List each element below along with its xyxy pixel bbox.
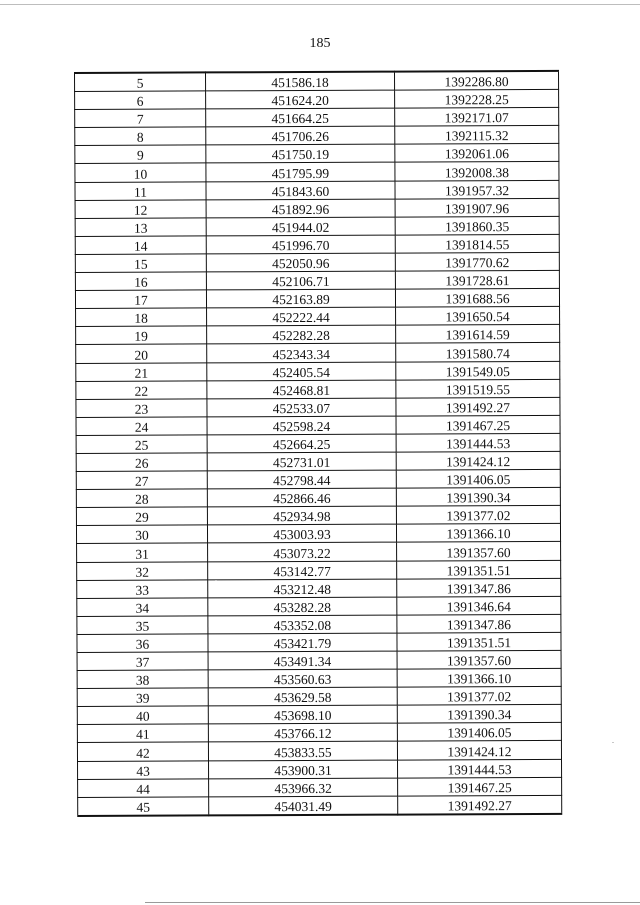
scan-top-edge — [0, 4, 640, 5]
point-number-cell: 36 — [77, 634, 208, 653]
x-coordinate-cell: 451944.02 — [206, 217, 395, 236]
x-coordinate-cell: 452106.71 — [206, 271, 395, 290]
y-coordinate-cell: 1391492.27 — [398, 795, 562, 814]
table-row — [76, 488, 560, 508]
table-row — [76, 469, 560, 489]
point-number-cell: 26 — [76, 453, 207, 472]
point-number-cell: 31 — [77, 543, 208, 562]
y-coordinate-cell: 1391406.05 — [396, 469, 560, 488]
table-row — [77, 668, 561, 688]
y-coordinate-cell: 1391444.53 — [398, 759, 562, 778]
x-coordinate-cell: 452934.98 — [207, 506, 396, 525]
x-coordinate-cell: 454031.49 — [209, 796, 398, 815]
table-row — [75, 289, 559, 309]
table-row — [76, 325, 560, 345]
table-row — [77, 741, 561, 761]
x-coordinate-cell: 451750.19 — [206, 144, 395, 163]
y-coordinate-cell: 1391580.74 — [396, 343, 560, 362]
point-number-cell: 39 — [77, 688, 208, 707]
table-row — [75, 126, 559, 146]
table-row — [77, 723, 561, 743]
table-row — [75, 108, 559, 128]
table-row — [75, 270, 559, 290]
y-coordinate-cell: 1391614.59 — [396, 325, 560, 344]
y-coordinate-cell: 1391406.05 — [397, 723, 561, 742]
table-row — [76, 415, 560, 435]
point-number-cell: 7 — [75, 109, 206, 128]
y-coordinate-cell: 1391357.60 — [397, 542, 561, 561]
x-coordinate-cell: 453142.77 — [208, 561, 397, 580]
y-coordinate-cell: 1391728.61 — [395, 270, 559, 289]
y-coordinate-cell: 1391907.96 — [395, 198, 559, 217]
x-coordinate-cell: 453698.10 — [208, 705, 397, 724]
x-coordinate-cell: 453560.63 — [208, 669, 397, 688]
coordinate-table — [74, 70, 562, 817]
x-coordinate-cell: 452798.44 — [207, 470, 396, 489]
x-coordinate-cell: 453282.28 — [208, 597, 397, 616]
table-row — [75, 252, 559, 272]
y-coordinate-cell: 1392228.25 — [395, 89, 559, 108]
y-coordinate-cell: 1391519.55 — [396, 379, 560, 398]
table-row — [76, 524, 560, 544]
table-row — [77, 650, 561, 670]
x-coordinate-cell: 453766.12 — [208, 723, 397, 742]
scan-bottom-edge — [145, 902, 640, 903]
table-row — [75, 71, 559, 92]
x-coordinate-cell: 453629.58 — [208, 687, 397, 706]
y-coordinate-cell: 1391770.62 — [395, 252, 559, 271]
point-number-cell: 42 — [77, 742, 208, 761]
table-row — [75, 216, 559, 236]
y-coordinate-cell: 1391351.51 — [397, 632, 561, 651]
point-number-cell: 44 — [78, 779, 209, 798]
y-coordinate-cell: 1392008.38 — [395, 162, 559, 181]
point-number-cell: 22 — [76, 381, 207, 400]
point-number-cell: 10 — [75, 163, 206, 182]
x-coordinate-cell: 452222.44 — [207, 307, 396, 326]
y-coordinate-cell: 1391549.05 — [396, 361, 560, 380]
scan-speck — [612, 742, 614, 743]
point-number-cell: 20 — [76, 344, 207, 363]
x-coordinate-cell: 453966.32 — [209, 778, 398, 797]
y-coordinate-cell: 1391366.10 — [397, 668, 561, 687]
scan-speck — [215, 580, 217, 581]
y-coordinate-cell: 1392115.32 — [395, 126, 559, 145]
table-row — [78, 777, 562, 797]
point-number-cell: 43 — [78, 760, 209, 779]
y-coordinate-cell: 1391688.56 — [395, 289, 559, 308]
point-number-cell: 25 — [76, 435, 207, 454]
y-coordinate-cell: 1391390.34 — [397, 705, 561, 724]
y-coordinate-cell: 1391650.54 — [396, 307, 560, 326]
y-coordinate-cell: 1391377.02 — [397, 687, 561, 706]
x-coordinate-cell: 452664.25 — [207, 434, 396, 453]
table-row — [78, 759, 562, 779]
point-number-cell: 16 — [75, 272, 206, 291]
x-coordinate-cell: 453900.31 — [209, 760, 398, 779]
y-coordinate-cell: 1392061.06 — [395, 144, 559, 163]
y-coordinate-cell: 1391424.12 — [396, 451, 560, 470]
point-number-cell: 11 — [75, 181, 206, 200]
x-coordinate-cell: 453421.79 — [208, 633, 397, 652]
table-row — [75, 162, 559, 182]
y-coordinate-cell: 1391860.35 — [395, 216, 559, 235]
x-coordinate-cell: 452533.07 — [207, 398, 396, 417]
table-row — [76, 451, 560, 471]
point-number-cell: 23 — [76, 399, 207, 418]
point-number-cell: 45 — [78, 797, 209, 816]
table-row — [76, 361, 560, 381]
x-coordinate-cell: 452050.96 — [206, 253, 395, 272]
y-coordinate-cell: 1391377.02 — [396, 506, 560, 525]
table-row — [75, 89, 559, 109]
point-number-cell: 18 — [76, 308, 207, 327]
table-row — [75, 198, 559, 218]
x-coordinate-cell: 452866.46 — [207, 488, 396, 507]
table-row — [77, 560, 561, 580]
point-number-cell: 33 — [77, 580, 208, 599]
y-coordinate-cell: 1391814.55 — [395, 234, 559, 253]
point-number-cell: 29 — [76, 507, 207, 526]
x-coordinate-cell: 451664.25 — [206, 108, 395, 127]
point-number-cell: 40 — [77, 706, 208, 725]
x-coordinate-cell: 451996.70 — [206, 235, 395, 254]
y-coordinate-cell: 1391467.25 — [398, 777, 562, 796]
point-number-cell: 24 — [76, 417, 207, 436]
point-number-cell: 34 — [77, 598, 208, 617]
point-number-cell: 5 — [75, 72, 206, 91]
table-row — [77, 542, 561, 562]
x-coordinate-cell: 453003.93 — [207, 524, 396, 543]
table-row — [77, 596, 561, 616]
table-row — [76, 307, 560, 327]
x-coordinate-cell: 451706.26 — [206, 126, 395, 145]
y-coordinate-cell: 1391357.60 — [397, 650, 561, 669]
table-row — [76, 433, 560, 453]
x-coordinate-cell: 452163.89 — [206, 289, 395, 308]
x-coordinate-cell: 452731.01 — [207, 452, 396, 471]
y-coordinate-cell: 1391957.32 — [395, 180, 559, 199]
table-row — [77, 705, 561, 725]
y-coordinate-cell: 1391390.34 — [396, 488, 560, 507]
point-number-cell: 15 — [75, 254, 206, 273]
table-row — [78, 795, 562, 816]
x-coordinate-cell: 451586.18 — [206, 72, 395, 91]
table-row — [77, 687, 561, 707]
point-number-cell: 6 — [75, 91, 206, 110]
table-row — [76, 506, 560, 526]
point-number-cell: 32 — [77, 561, 208, 580]
page-number: 185 — [309, 36, 331, 51]
x-coordinate-cell: 453491.34 — [208, 651, 397, 670]
y-coordinate-cell: 1391424.12 — [397, 741, 561, 760]
y-coordinate-cell: 1391492.27 — [396, 397, 560, 416]
y-coordinate-cell: 1391346.64 — [397, 596, 561, 615]
point-number-cell: 28 — [76, 489, 207, 508]
x-coordinate-cell: 452343.34 — [207, 344, 396, 363]
x-coordinate-cell: 451795.99 — [206, 163, 395, 182]
point-number-cell: 30 — [76, 525, 207, 544]
point-number-cell: 41 — [77, 724, 208, 743]
point-number-cell: 13 — [75, 218, 206, 237]
x-coordinate-cell: 453212.48 — [208, 579, 397, 598]
table-row — [75, 234, 559, 254]
table-row — [77, 614, 561, 634]
table-row — [75, 180, 559, 200]
point-number-cell: 21 — [76, 362, 207, 381]
y-coordinate-cell: 1391366.10 — [396, 524, 560, 543]
x-coordinate-cell: 452598.24 — [207, 416, 396, 435]
point-number-cell: 14 — [75, 236, 206, 255]
y-coordinate-cell: 1391444.53 — [396, 433, 560, 452]
y-coordinate-cell: 1391347.86 — [397, 578, 561, 597]
point-number-cell: 12 — [75, 200, 206, 219]
point-number-cell: 38 — [77, 670, 208, 689]
x-coordinate-cell: 452468.81 — [207, 380, 396, 399]
y-coordinate-cell: 1391351.51 — [397, 560, 561, 579]
table-row — [76, 397, 560, 417]
table-row — [76, 379, 560, 399]
x-coordinate-cell: 451843.60 — [206, 181, 395, 200]
x-coordinate-cell: 453833.55 — [208, 742, 397, 761]
y-coordinate-cell: 1392171.07 — [395, 108, 559, 127]
point-number-cell: 9 — [75, 145, 206, 164]
coordinate-table-body — [75, 71, 562, 816]
table-row — [77, 632, 561, 652]
y-coordinate-cell: 1392286.80 — [395, 71, 559, 90]
point-number-cell: 37 — [77, 652, 208, 671]
table-row — [76, 343, 560, 363]
point-number-cell: 8 — [75, 127, 206, 146]
x-coordinate-cell: 452282.28 — [207, 325, 396, 344]
x-coordinate-cell: 451892.96 — [206, 199, 395, 218]
x-coordinate-cell: 452405.54 — [207, 362, 396, 381]
table-row — [75, 144, 559, 164]
point-number-cell: 27 — [76, 471, 207, 490]
y-coordinate-cell: 1391467.25 — [396, 415, 560, 434]
x-coordinate-cell: 453073.22 — [208, 543, 397, 562]
point-number-cell: 35 — [77, 616, 208, 635]
point-number-cell: 19 — [76, 326, 207, 345]
point-number-cell: 17 — [75, 290, 206, 309]
y-coordinate-cell: 1391347.86 — [397, 614, 561, 633]
x-coordinate-cell: 453352.08 — [208, 615, 397, 634]
table-row — [77, 578, 561, 598]
x-coordinate-cell: 451624.20 — [206, 90, 395, 109]
